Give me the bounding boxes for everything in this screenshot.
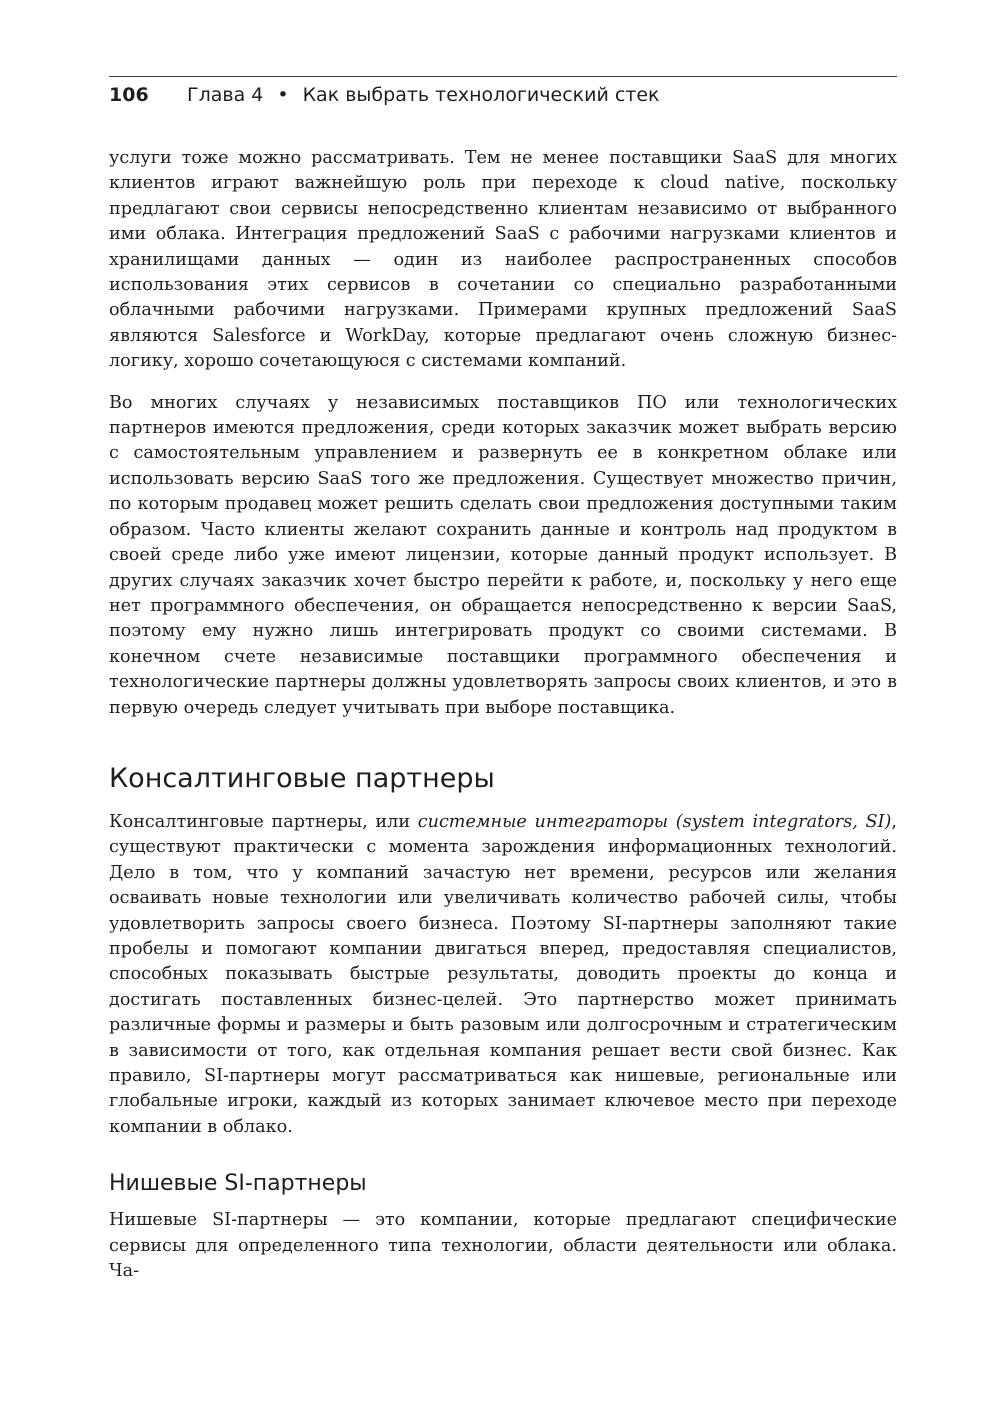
paragraph-4: Нишевые SI-партнеры — это компании, которые предлагают специфические сервисы для определенного типа технологии, области деятельности или облака. Ча- — [109, 1210, 897, 1282]
paragraph-3-start: Консалтинговые партнеры, или — [109, 811, 418, 832]
paragraph-3-rest: , существуют практически с момента зарождения информационных технологий. Дело в том, что у компаний зачастую нет времени, ресурсов или желания осваивать новые технологии или увеличивать количество рабочей силы, чтобы удовлетворить запросы своего бизнеса. Поэтому SI-партнеры заполняют такие пробелы и помогают компании двигаться вперед, предоставляя специалистов, способных показывать быстрые результаты, доводить проекты до конца и достигать поставленных бизнес-целей. Это партнерство может принимать различные формы и размеры и быть разовым или долгосрочным и стратегическим в зависимости от того, как отдельная компания решает вести свой бизнес. Как правило, SI-партнеры могут рассматриваться как нишевые, региональные или глобальные игроки, каждый из которых занимает ключевое место при переходе компании в облако. — [109, 811, 897, 1137]
chapter-label: Глава 4 — [187, 84, 264, 106]
term-system-integrators: системные интеграторы (system integrators, SI) — [417, 811, 892, 832]
paragraph-1: услуги тоже можно рассматривать. Тем не менее поставщики SaaS для многих клиентов играют важнейшую роль при переходе к cloud native, поскольку предлагают свои сервисы непосредственно клиентам независимо от выбранного ими облака. Интеграция предложений SaaS с рабочими нагрузками клиентов и хранилищами данных — один из наиболее распространенных способов использования этих сервисов в сочетании со специально разработанными облачными рабочими нагрузками. Примерами крупных предложений SaaS являются Salesforce и WorkDay, которые предлагают очень сложную бизнес-логику, хорошо сочетающуюся с системами компаний. — [109, 148, 897, 372]
subsection-title: Нишевые SI-партнеры — [109, 1171, 367, 1197]
chapter-title: Как выбрать технологический стек — [302, 84, 660, 106]
body-text — [109, 146, 897, 1300]
page-number: 106 — [109, 84, 149, 106]
paragraph-3 — [109, 810, 897, 1140]
section-title: Консалтинговые партнеры — [109, 762, 495, 794]
header-separator: • — [277, 84, 289, 106]
book-page — [109, 0, 897, 1413]
paragraph-2: Во многих случаях у независимых поставщиков ПО или технологических партнеров имеются предложения, среди которых заказчик может выбрать версию с самостоятельным управлением и развернуть ее в конкретном облаке или использовать версию SaaS того же предложения. Существует множество причин, по которым продавец может решить сделать свои предложения доступными таким образом. Часто клиенты желают сохранить данные и контроль над продуктом в своей среде либо уже имеют лицензии, которые данный продукт использует. В других случаях заказчик хочет быстро перейти к работе, и, поскольку у него еще нет программного обеспечения, он обращается непосредственно к версии SaaS, поэтому ему нужно лишь интегрировать продукт со своими системами. В конечном счете независимые поставщики программного обеспечения и технологические партнеры должны удовлетворять запросы своих клиентов, и это в первую очередь следует учитывать при выборе поставщика. — [109, 392, 897, 718]
running-header — [109, 76, 897, 106]
